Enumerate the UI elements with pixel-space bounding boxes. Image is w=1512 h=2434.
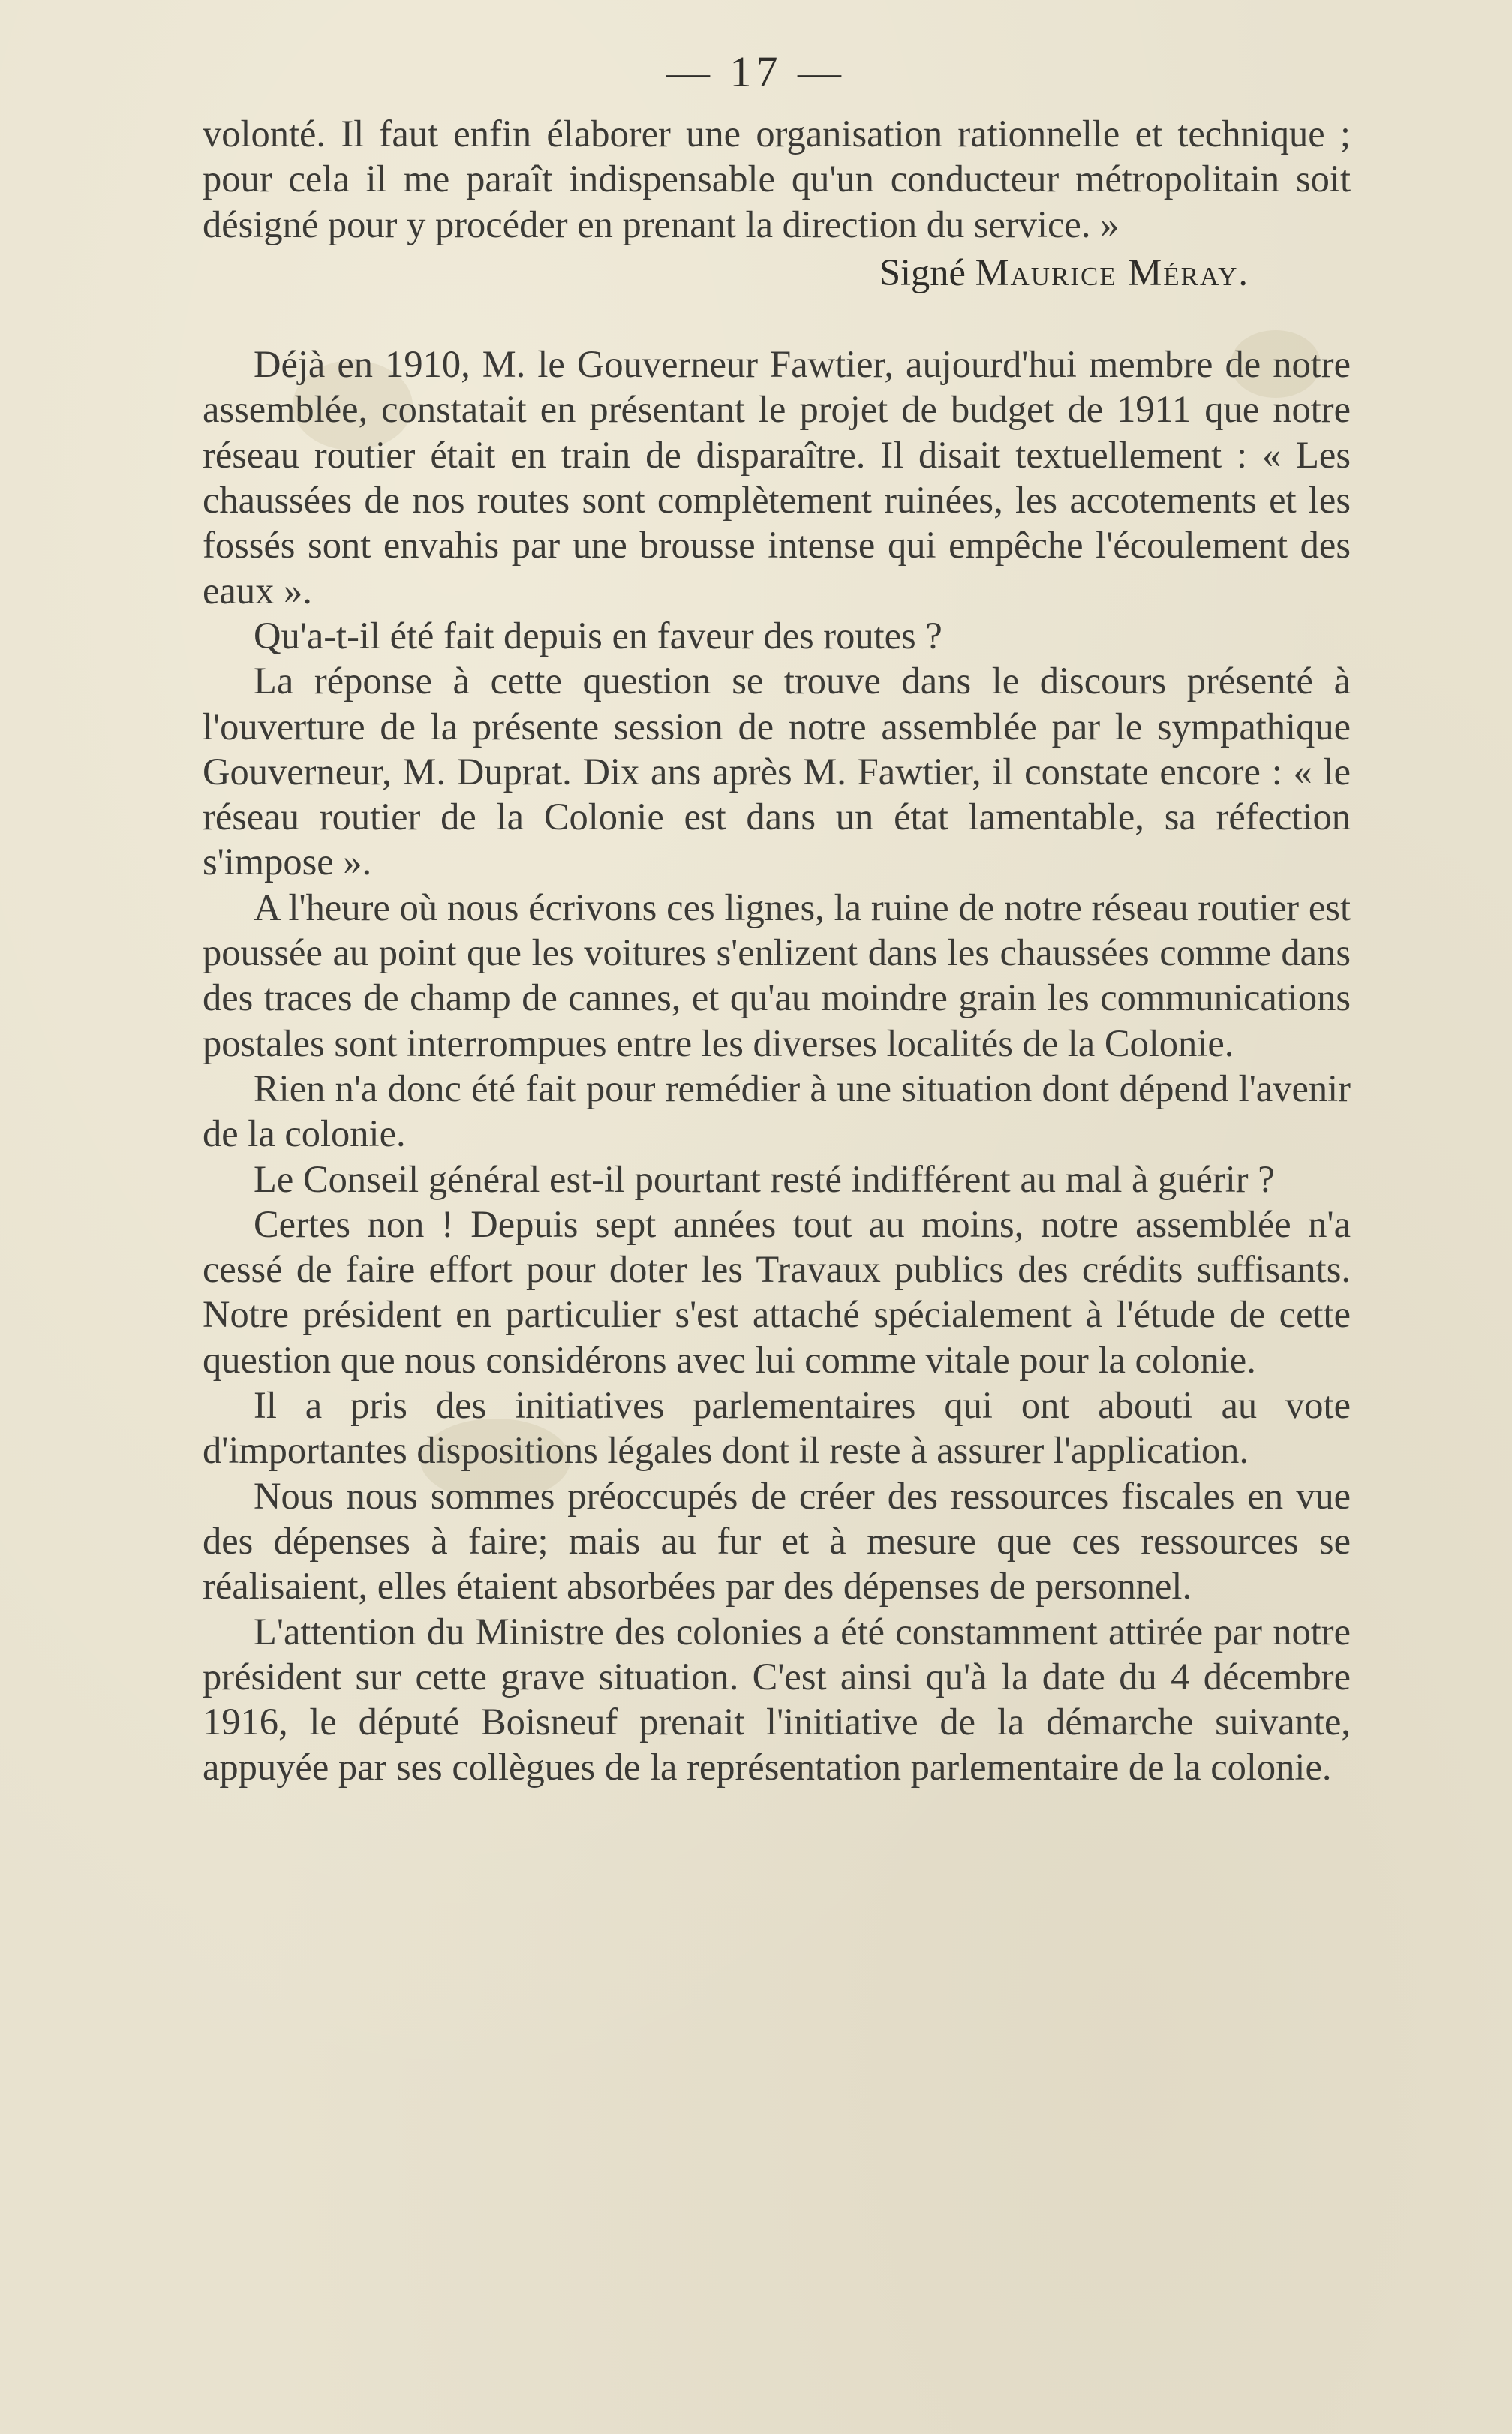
paragraph: L'attention du Ministre des colonies a été constamment attirée par notre président sur cette grave situation. C'est ainsi qu'à la date du 4 décembre 1916, le député Boisneuf prenait l'initiative de la démarche suivante, appuyée par ses collègues de la représentation parlementaire de la colonie. <box>203 1610 1351 1789</box>
signature <box>203 250 1351 295</box>
paragraph: Rien n'a donc été fait pour remédier à une situation dont dépend l'avenir de la colonie. <box>203 1067 1351 1155</box>
paragraph: Nous nous sommes préoccupés de créer des ressources fiscales en vue des dépenses à faire; mais au fur et à mesure que ces ressources se réalisaient, elles étaient absorbées par des dépenses de personnel. <box>203 1474 1351 1608</box>
signature-name: Maurice Méray. <box>975 251 1249 293</box>
paragraph: Certes non ! Depuis sept années tout au moins, notre assemblée n'a cessé de faire effort pour doter les Travaux publics des crédits suffisants. Notre président en particulier s'est attaché spécialement à l'étude de cette question que nous considérons avec lui comme vitale pour la colonie. <box>203 1202 1351 1381</box>
paragraph: La réponse à cette question se trouve dans le discours présenté à l'ouverture de la présente session de notre assemblée par le sympathique Gouverneur, M. Duprat. Dix ans après M. Fawtier, il constate encore : « le réseau routier de la Colonie est dans un état lamentable, sa réfection s'impose ». <box>203 660 1351 883</box>
paragraph: Le Conseil général est-il pourtant resté indifférent au mal à guérir ? <box>254 1157 1275 1200</box>
page-number: — 17 — <box>666 47 846 96</box>
signature-prefix: Signé <box>879 251 966 293</box>
quote-continuation: volonté. Il faut enfin élaborer une organisation rationnelle et technique ; pour cela il me paraît indispensable qu'un conducteur métropolitain soit désigné pour y procéder en prenant la direction du service. » <box>203 113 1351 245</box>
paragraph: Déjà en 1910, M. le Gouverneur Fawtier, aujourd'hui membre de notre assemblée, constatait en présentant le projet de budget de 1911 que notre réseau routier était en train de disparaître. Il disait textuellement : « Les chaussées de nos routes sont complètement ruinées, les accotements et les fossés sont envahis par une brousse intense qui empêche l'écoulement des eaux ». <box>203 343 1351 612</box>
paragraph: A l'heure où nous écrivons ces lignes, la ruine de notre réseau routier est poussée au point que les voitures s'enlizent dans les chaussées comme dans des traces de champ de cannes, et qu'au moindre grain les communications postales sont interrompues entre les diverses localités de la Colonie. <box>203 886 1351 1064</box>
document-body <box>203 111 1351 1790</box>
paragraph: Qu'a-t-il été fait depuis en faveur des routes ? <box>254 614 942 657</box>
paragraph: Il a pris des initiatives parlementaires qui ont abouti au vote d'importantes dispositions légales dont il reste à assurer l'application. <box>203 1384 1351 1472</box>
